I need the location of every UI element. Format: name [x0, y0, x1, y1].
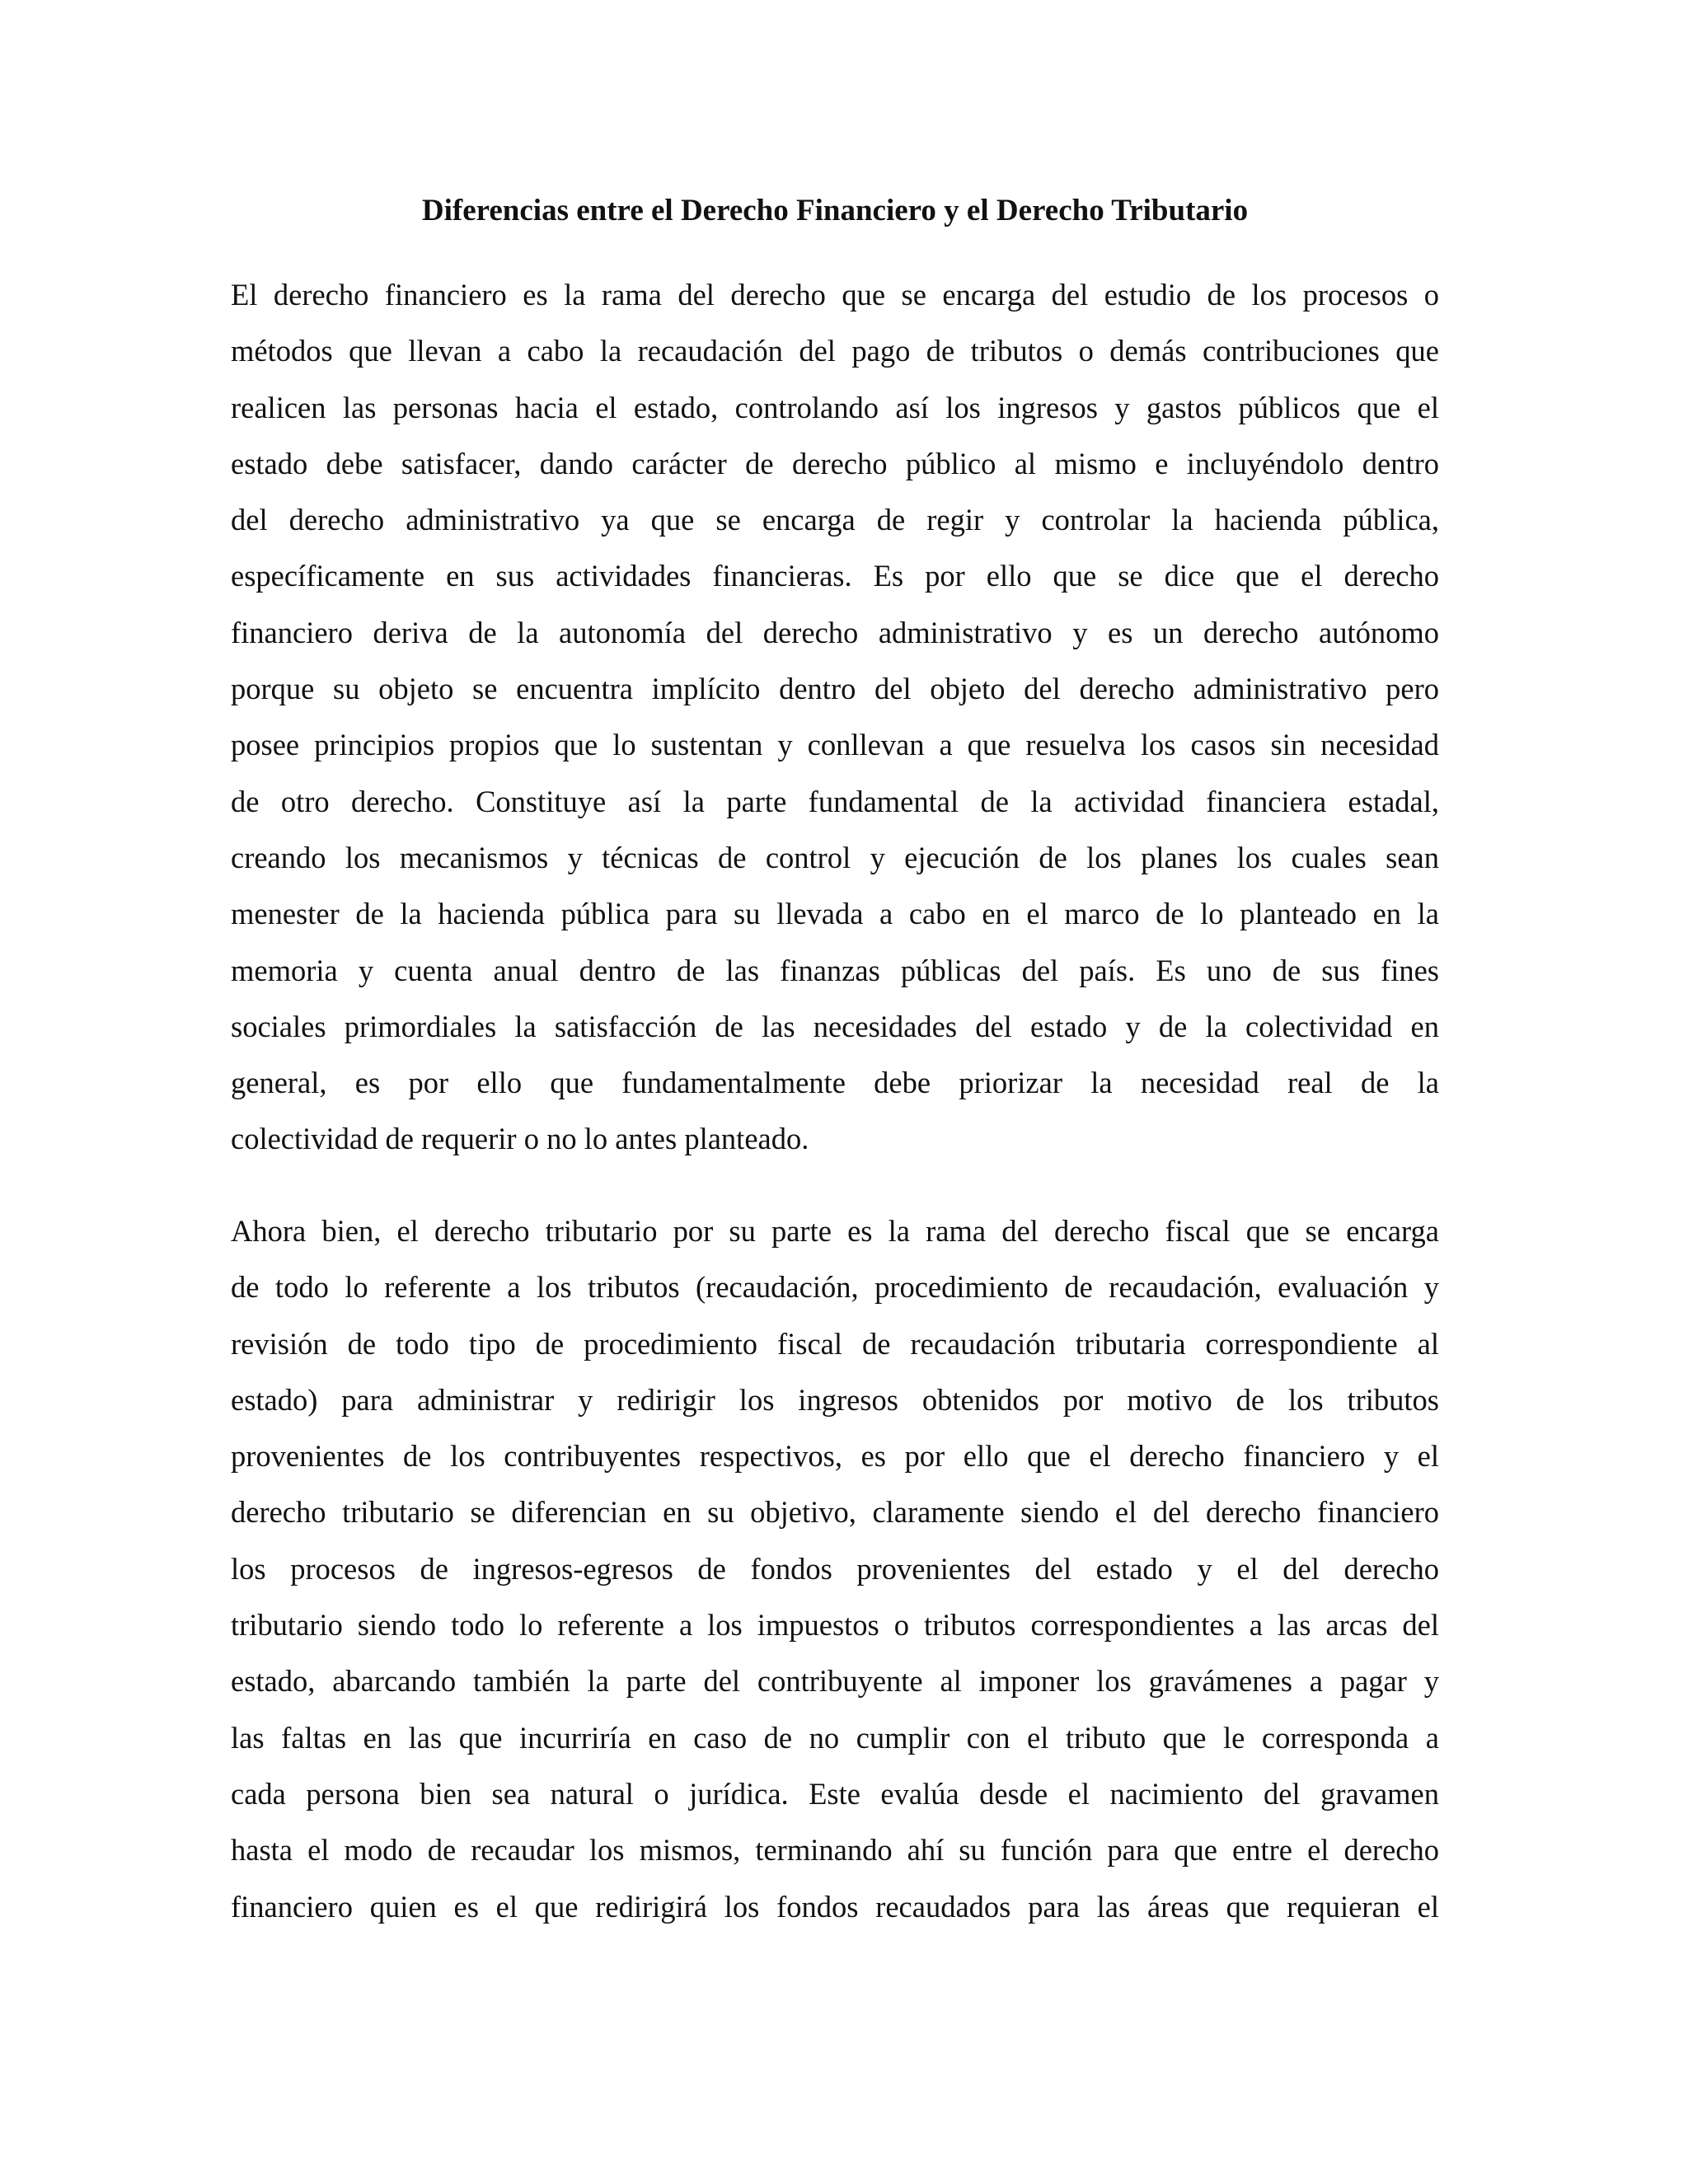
- text-line: sociales primordiales la satisfacción de las necesidades del estado y de la colectividad en: [231, 1009, 1439, 1043]
- text-line: hasta el modo de recaudar los mismos, terminando ahí su función para que entre el derecho: [231, 1833, 1439, 1868]
- text-line: provenientes de los contribuyentes respectivos, es por ello que el derecho financiero y el: [231, 1439, 1439, 1474]
- text-line: tributario siendo todo lo referente a los impuestos o tributos correspondientes a las arcas del: [231, 1608, 1439, 1643]
- text-line: porque su objeto se encuentra implícito dentro del objeto del derecho administrativo pero: [231, 672, 1439, 706]
- text-line: memoria y cuenta anual dentro de las finanzas públicas del país. Es uno de sus fines: [231, 953, 1439, 987]
- text-line: financiero quien es el que redirigirá los fondos recaudados para las áreas que requieran el: [231, 1889, 1439, 1924]
- paragraph-2: [231, 1203, 1439, 1935]
- text-line: menester de la hacienda pública para su llevada a cabo en el marco de lo planteado en la: [231, 897, 1439, 931]
- text-line: del derecho administrativo ya que se encarga de regir y controlar la hacienda pública,: [231, 503, 1439, 537]
- paragraph-1: [231, 267, 1439, 1168]
- document-title: Diferencias entre el Derecho Financiero y el Derecho Tributario: [421, 194, 1249, 227]
- text-line: colectividad de requerir o no lo antes planteado.: [231, 1122, 809, 1156]
- text-line: realicen las personas hacia el estado, controlando así los ingresos y gastos públicos que el: [231, 390, 1439, 424]
- text-line: estado, abarcando también la parte del contribuyente al imponer los gravámenes a pagar y: [231, 1664, 1439, 1699]
- text-line: estado debe satisfacer, dando carácter de derecho público al mismo e incluyéndolo dentro: [231, 446, 1439, 480]
- text-line: las faltas en las que incurriría en caso de no cumplir con el tributo que le corresponda a: [231, 1720, 1439, 1755]
- text-line: creando los mecanismos y técnicas de control y ejecución de los planes los cuales sean: [231, 840, 1439, 874]
- text-line: de todo lo referente a los tributos (recaudación, procedimiento de recaudación, evaluación y: [231, 1270, 1439, 1305]
- text-line: revisión de todo tipo de procedimiento fiscal de recaudación tributaria correspondiente al: [231, 1326, 1439, 1361]
- text-line: cada persona bien sea natural o jurídica. Este evalúa desde el nacimiento del gravamen: [231, 1776, 1439, 1811]
- text-line: financiero deriva de la autonomía del derecho administrativo y es un derecho autónomo: [231, 615, 1439, 649]
- text-line: estado) para administrar y redirigir los ingresos obtenidos por motivo de los tributos: [231, 1382, 1439, 1417]
- text-line: los procesos de ingresos-egresos de fondos provenientes del estado y el del derecho: [231, 1551, 1439, 1586]
- text-line: de otro derecho. Constituye así la parte fundamental de la actividad financiera estadal,: [231, 784, 1439, 818]
- text-line: Ahora bien, el derecho tributario por su parte es la rama del derecho fiscal que se encarga: [231, 1214, 1439, 1248]
- text-line: derecho tributario se diferencian en su objetivo, claramente siendo el del derecho financiero: [231, 1495, 1439, 1530]
- text-line: El derecho financiero es la rama del derecho que se encarga del estudio de los procesos o: [231, 278, 1439, 312]
- text-line: métodos que llevan a cabo la recaudación del pago de tributos o demás contribuciones que: [231, 334, 1439, 368]
- text-line: específicamente en sus actividades financieras. Es por ello que se dice que el derecho: [231, 559, 1439, 593]
- text-line: general, es por ello que fundamentalmente debe priorizar la necesidad real de la: [231, 1066, 1439, 1100]
- text-line: posee principios propios que lo sustentan y conllevan a que resuelva los casos sin necesidad: [231, 728, 1439, 762]
